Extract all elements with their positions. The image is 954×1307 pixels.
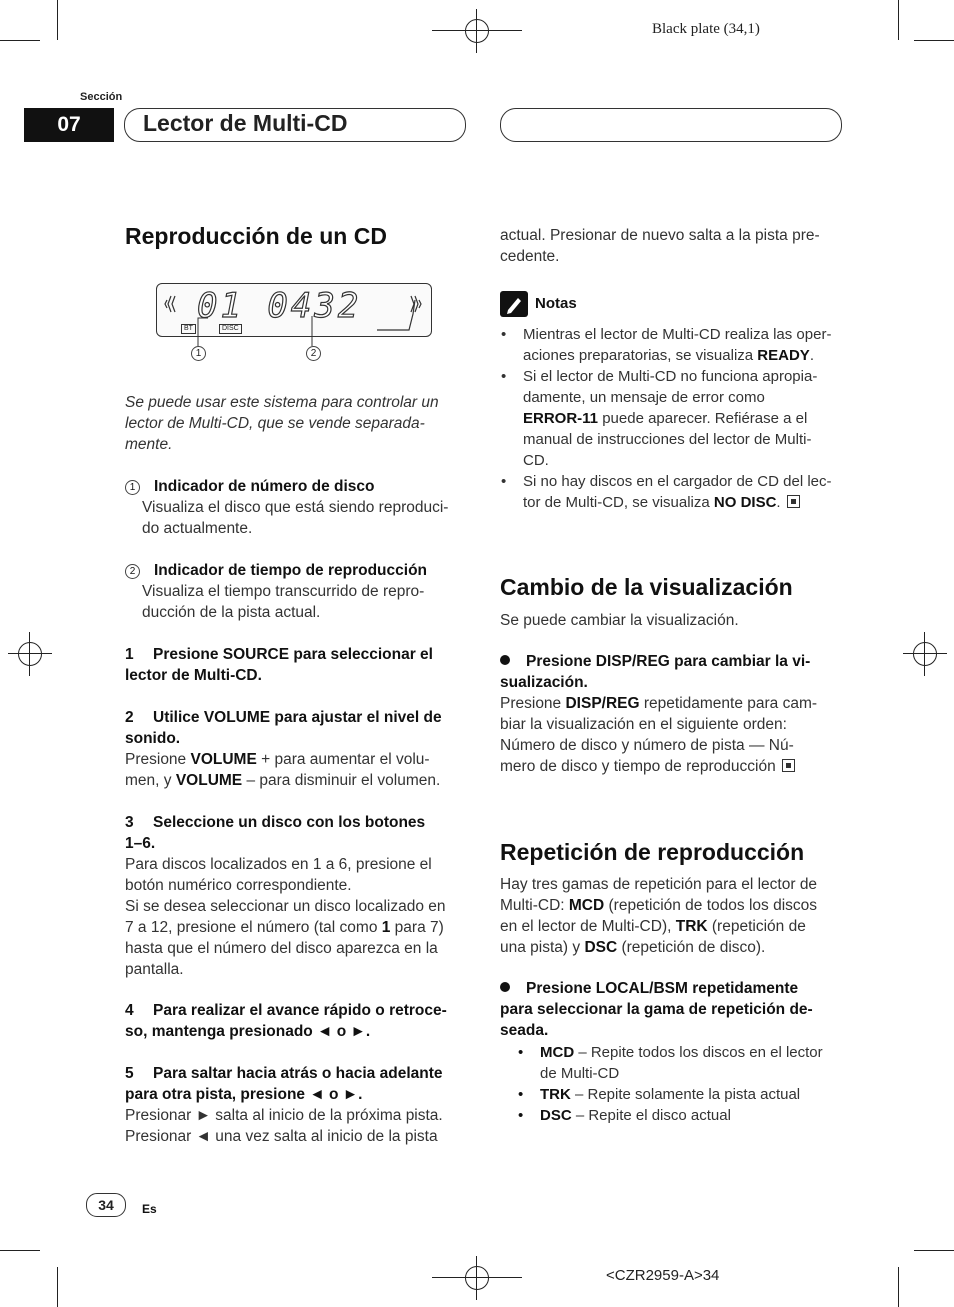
circled-2-icon: 2	[125, 564, 140, 579]
crop-mark	[914, 1250, 954, 1251]
crop-mark	[0, 40, 40, 41]
step-1: 1 Presione SOURCE para seleccionar el lector de Multi-CD.	[125, 646, 433, 684]
repeat-mode-item: • MCD – Repite todos los discos en el lector de Multi-CD	[518, 1044, 823, 1082]
section-number-badge: 07	[24, 108, 114, 142]
note-item: • Si el lector de Multi-CD no funciona apropia- damente, un mensaje de error como ERROR-11 puede aparecer. Refiérase a el manual de instrucciones del lector de Multi- CD.	[501, 368, 818, 469]
indicator-2: 2 Indicador de tiempo de reproducción Visualiza el tiempo transcurrido de repro- ducción de la pista actual.	[125, 560, 470, 623]
registration-mark-icon	[455, 9, 499, 53]
lcd-digits: 01 0432	[197, 286, 362, 326]
document-code: <CZR2959-A>34	[606, 1267, 720, 1284]
heading-reproduccion: Reproducción de un CD	[125, 223, 387, 249]
intro-text: Se puede usar este sistema para controlar un lector de Multi-CD, que se vende separada- mente.	[125, 394, 439, 453]
page-number: 34	[86, 1193, 126, 1217]
end-mark-icon	[782, 759, 795, 772]
registration-mark-icon	[455, 1256, 499, 1300]
step-4: 4 Para realizar el avance rápido o retroce- so, mantenga presionado ◄ o ►.	[125, 1002, 447, 1040]
plate-label: Black plate (34,1)	[652, 21, 760, 37]
indicator-1: 1 Indicador de número de disco Visualiza el disco que está siendo reproduci- do actualmente.	[125, 476, 470, 539]
section-label: Sección	[80, 91, 123, 103]
registration-mark-icon	[903, 632, 947, 676]
notes-icon	[500, 291, 528, 317]
section-title: Lector de Multi-CD	[143, 110, 348, 136]
lcd-disc-label: DISC	[219, 324, 242, 334]
repeat-mode-item: • DSC – Repite el disco actual	[518, 1107, 731, 1124]
registration-mark-icon	[8, 632, 52, 676]
repeticion-intro: Hay tres gamas de repetición para el lector de Multi-CD: MCD (repetición de todos los discos en el lector de Multi-CD), TRK (repetición de una pista) y DSC (repetición de disco).	[500, 876, 818, 956]
empty-header-pill	[500, 108, 842, 142]
step-3: 3 Seleccione un disco con los botones 1–6. Para discos localizados en 1 a 6, presione el botón numérico correspondiente. Si se desea seleccionar un disco localizado en 7 a 12, presione el número (tal como 1 para 7) hasta que el número del disco aparezca en la pantalla.	[125, 814, 446, 978]
crop-mark	[0, 1250, 40, 1251]
crop-mark	[898, 1267, 899, 1307]
cambio-step: Presione DISP/REG para cambiar la vi- sualización. Presione DISP/REG repetidamente para cam- biar la visualización en el siguiente orden: Número de disco y número de pista — Nú- mero de disco y tiempo de reproducción	[500, 653, 818, 775]
step-2: 2 Utilice VOLUME para ajustar el nivel de sonido. Presione VOLUME + para aumentar el volu- men, y VOLUME – para disminuir el volumen.	[125, 709, 442, 789]
repeticion-step: Presione LOCAL/BSM repetidamente para seleccionar la gama de repetición de- seada.	[500, 980, 813, 1039]
callout-2-icon: 2	[306, 346, 321, 361]
crop-mark	[57, 0, 58, 40]
bullet-dot-icon	[500, 655, 510, 665]
crop-mark	[914, 40, 954, 41]
note-item: • Mientras el lector de Multi-CD realiza las oper- aciones preparatorias, se visualiza READY.	[501, 326, 832, 364]
heading-cambio: Cambio de la visualización	[500, 574, 793, 600]
lcd-bt-label: BT	[181, 324, 196, 334]
circled-1-icon: 1	[125, 480, 140, 495]
crop-mark	[898, 0, 899, 40]
callout-1-icon: 1	[191, 346, 206, 361]
note-item: • Si no hay discos en el cargador de CD del lec- tor de Multi-CD, se visualiza NO DISC.	[501, 473, 832, 511]
crop-mark	[57, 1267, 58, 1307]
bullet-dot-icon	[500, 982, 510, 992]
repeat-mode-item: • TRK – Repite solamente la pista actual	[518, 1086, 801, 1103]
cambio-intro: Se puede cambiar la visualización.	[500, 612, 739, 629]
heading-repeticion: Repetición de reproducción	[500, 839, 805, 865]
step-5: 5 Para saltar hacia atrás o hacia adelante para otra pista, presione ◄ o ►. Presionar ► salta al inicio de la próxima pista. Presionar ◄ una vez salta al inicio de la pista	[125, 1065, 443, 1145]
continued-text: actual. Presionar de nuevo salta a la pista pre- cedente.	[500, 227, 820, 265]
end-mark-icon	[787, 495, 800, 508]
lcd-callout-lines	[190, 310, 350, 370]
language-code: Es	[142, 1202, 157, 1216]
notes-label: Notas	[535, 295, 577, 312]
